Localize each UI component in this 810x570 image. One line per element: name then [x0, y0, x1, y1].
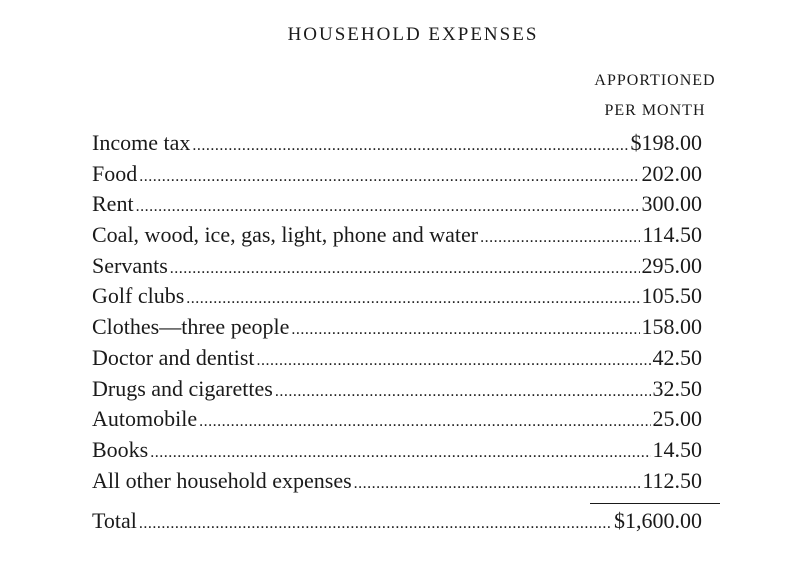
total-row	[92, 506, 702, 537]
expense-list	[92, 128, 702, 496]
expense-amount: 25.00	[652, 406, 702, 432]
expense-label: Coal, wood, ice, gas, light, phone and water	[92, 222, 479, 248]
expense-label: Food	[92, 160, 138, 186]
expense-label: Automobile	[92, 406, 198, 432]
expense-amount: 295.00	[641, 252, 702, 278]
expense-row-doctor	[92, 343, 702, 374]
dot-leader	[199, 407, 650, 438]
expense-label: All other household expenses	[92, 467, 352, 493]
total-rule	[590, 503, 720, 504]
dot-leader	[354, 469, 641, 500]
expense-row-automobile	[92, 404, 702, 435]
expense-row-drugs	[92, 374, 702, 405]
expense-row-food	[92, 159, 702, 190]
expense-label: Drugs and cigarettes	[92, 375, 273, 401]
expense-row-other	[92, 466, 702, 497]
dot-leader	[170, 254, 640, 285]
dot-leader	[480, 223, 640, 254]
expense-row-servants	[92, 251, 702, 282]
dot-leader	[291, 315, 639, 346]
expense-label: Clothes—three people	[92, 314, 290, 340]
expense-label: Servants	[92, 252, 168, 278]
dot-leader	[139, 509, 612, 540]
expense-amount: 112.50	[642, 467, 702, 493]
expense-amount: 300.00	[641, 191, 702, 217]
dot-leader	[139, 162, 639, 193]
expense-row-utilities	[92, 220, 702, 251]
dot-leader	[275, 377, 651, 408]
column-header-per-month: PER MONTH	[604, 102, 706, 119]
expense-label: Rent	[92, 191, 134, 217]
dot-leader	[150, 438, 650, 469]
expense-amount: 202.00	[641, 160, 702, 186]
expense-label: Books	[92, 436, 149, 462]
expense-row-books	[92, 435, 702, 466]
expense-amount: 105.50	[641, 283, 702, 309]
dot-leader	[186, 284, 639, 315]
total-label: Total	[92, 508, 137, 533]
column-header-apportioned: APPORTIONED	[594, 72, 716, 89]
expense-amount: $198.00	[630, 130, 702, 155]
expense-label: Doctor and dentist	[92, 344, 255, 370]
expense-amount: 114.50	[642, 222, 702, 248]
expense-amount: 14.50	[652, 436, 702, 462]
expense-label: Golf clubs	[92, 283, 185, 309]
expense-row-income-tax	[92, 128, 702, 159]
total-amount: $1,600.00	[614, 508, 702, 533]
expense-amount: 158.00	[641, 314, 702, 340]
expense-row-golf-clubs	[92, 281, 702, 312]
page-title: HOUSEHOLD EXPENSES	[287, 24, 539, 45]
expense-row-clothes	[92, 312, 702, 343]
expense-amount: 32.50	[652, 375, 702, 401]
total-line	[92, 506, 702, 537]
expense-row-rent	[92, 189, 702, 220]
dot-leader	[257, 346, 651, 377]
expense-amount: 42.50	[652, 344, 702, 370]
dot-leader	[136, 192, 640, 223]
dot-leader	[192, 131, 628, 162]
expense-label: Income tax	[92, 130, 191, 155]
